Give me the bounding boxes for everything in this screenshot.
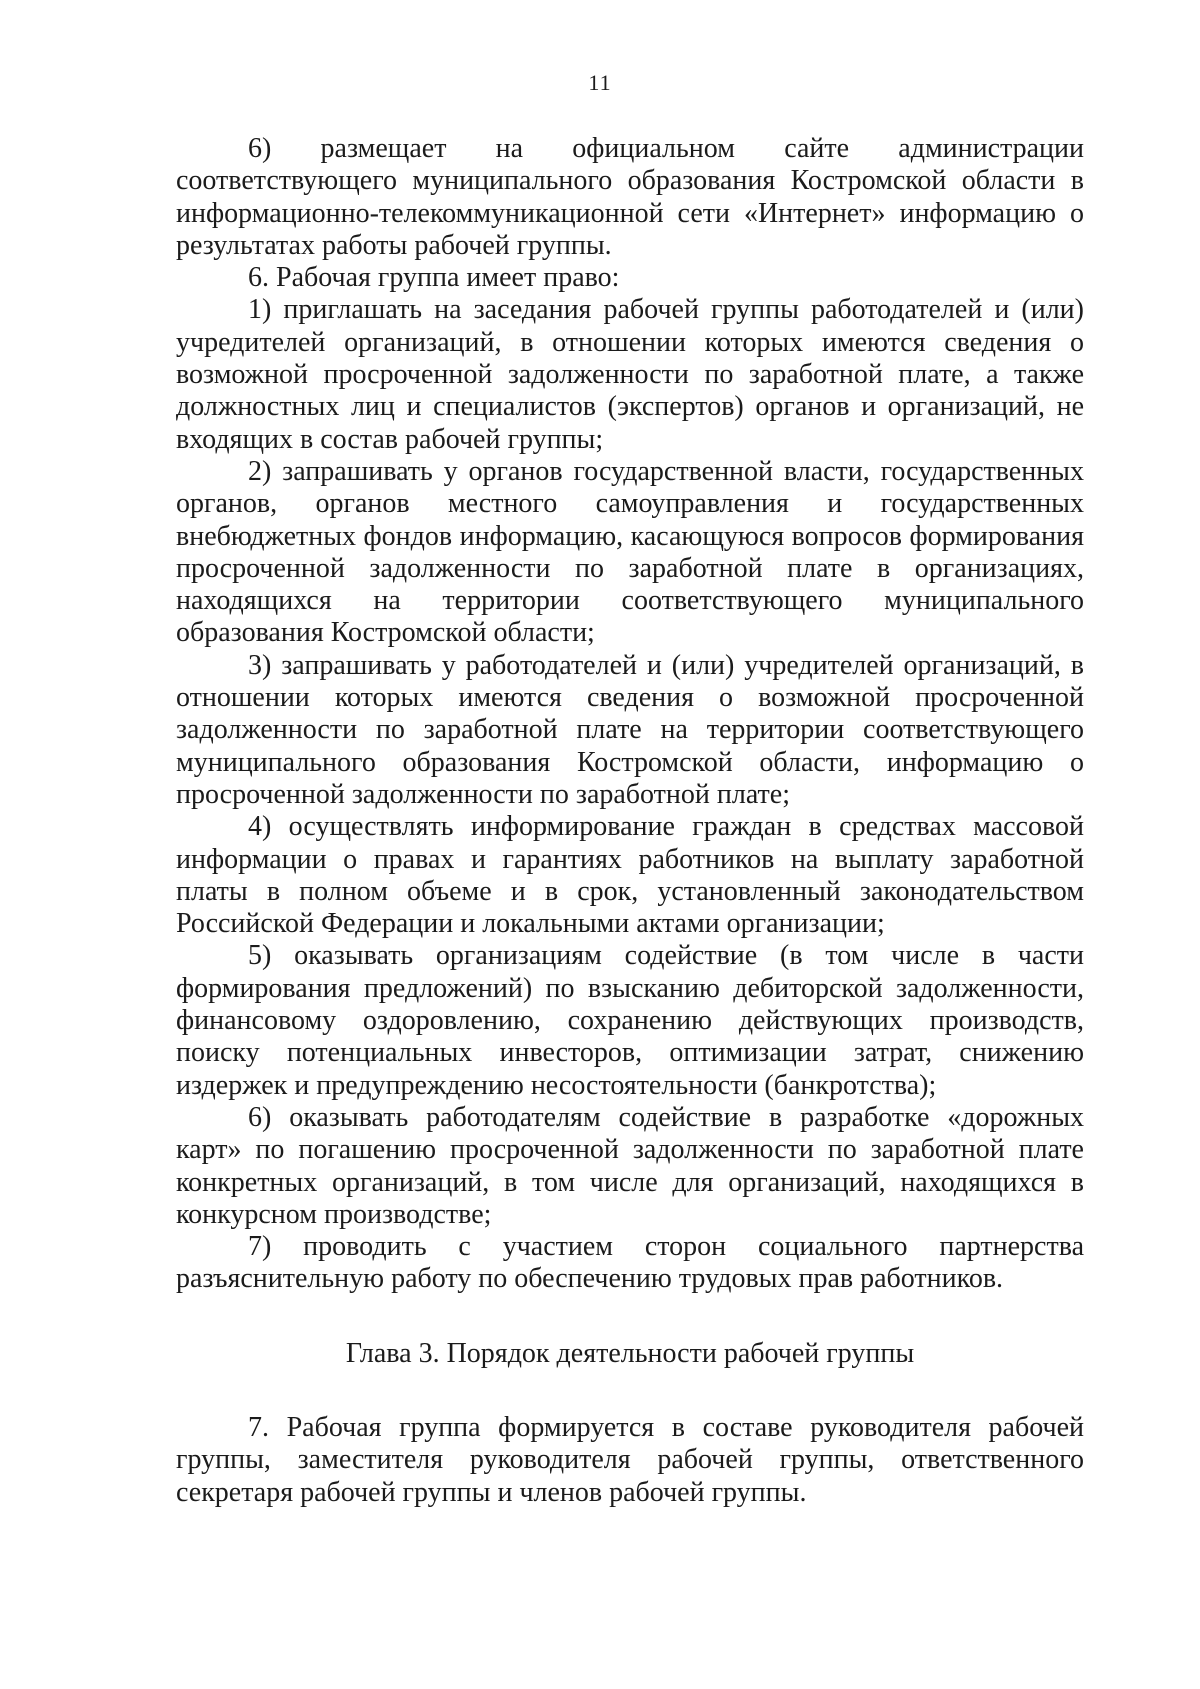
paragraph-right-1: 1) приглашать на заседания рабочей группы работодателей и (или) учредителей организаций, в отношении которых имеются сведения о возможной просроченной задолженности по заработной плате, а также должностных лиц и специалистов (экспертов) органов и организаций, не входящих в состав рабочей группы; [176, 294, 1084, 455]
paragraph-right-6: 6) оказывать работодателям содействие в разработке «дорожных карт» по погашению просроченной задолженности по заработной плате конкретных организаций, в том числе для организаций, находящихся в конкурсном производстве; [176, 1101, 1084, 1230]
paragraph-right-4: 4) осуществлять информирование граждан в средствах массовой информации о правах и гарантиях работников на выплату заработной платы в полном объеме и в срок, установленный законодательством Российской Федерации и локальными актами организации; [176, 811, 1084, 940]
paragraph-right-2: 2) запрашивать у органов государственной власти, государственных органов, органов местного самоуправления и государственных внебюджетных фондов информацию, касающуюся вопросов формирования просроченной задолженности по заработной плате в организациях, находящихся на территории соответствующего муниципального образования Костромской области; [176, 455, 1084, 649]
paragraph-6-rights-intro: 6. Рабочая группа имеет право: [248, 262, 620, 294]
paragraph-right-5: 5) оказывать организациям содействие (в том числе в части формирования предложений) по взысканию дебиторской задолженности, финансовому оздоровлению, сохранению действующих производств, поиску потенциальных инвесторов, оптимизации затрат, снижению издержек и предупреждению несостоятельности (банкротства); [176, 940, 1084, 1101]
paragraph-right-7: 7) проводить с участием сторон социального партнерства разъяснительную работу по обеспечению трудовых прав работников. [176, 1231, 1084, 1295]
paragraph-right-3: 3) запрашивать у работодателей и (или) учредителей организаций, в отношении которых имеются сведения о возможной просроченной задолженности по заработной плате на территории соответствующего муниципального образования Костромской области, информацию о просроченной задолженности по заработной плате; [176, 649, 1084, 810]
page-number: 11 [588, 70, 612, 95]
paragraph-7-composition: 7. Рабочая группа формируется в составе руководителя рабочей группы, заместителя руководителя рабочей группы, ответственного секретаря рабочей группы и членов рабочей группы. [176, 1411, 1084, 1508]
paragraph-item-6-publishes: 6) размещает на официальном сайте администрации соответствующего муниципального образования Костромской области в информационно-телекоммуникационной сети «Интернет» информацию о результатах работы рабочей группы. [176, 133, 1084, 261]
chapter-heading: Глава 3. Порядок деятельности рабочей группы [345, 1337, 915, 1369]
document-body [176, 133, 1084, 1509]
